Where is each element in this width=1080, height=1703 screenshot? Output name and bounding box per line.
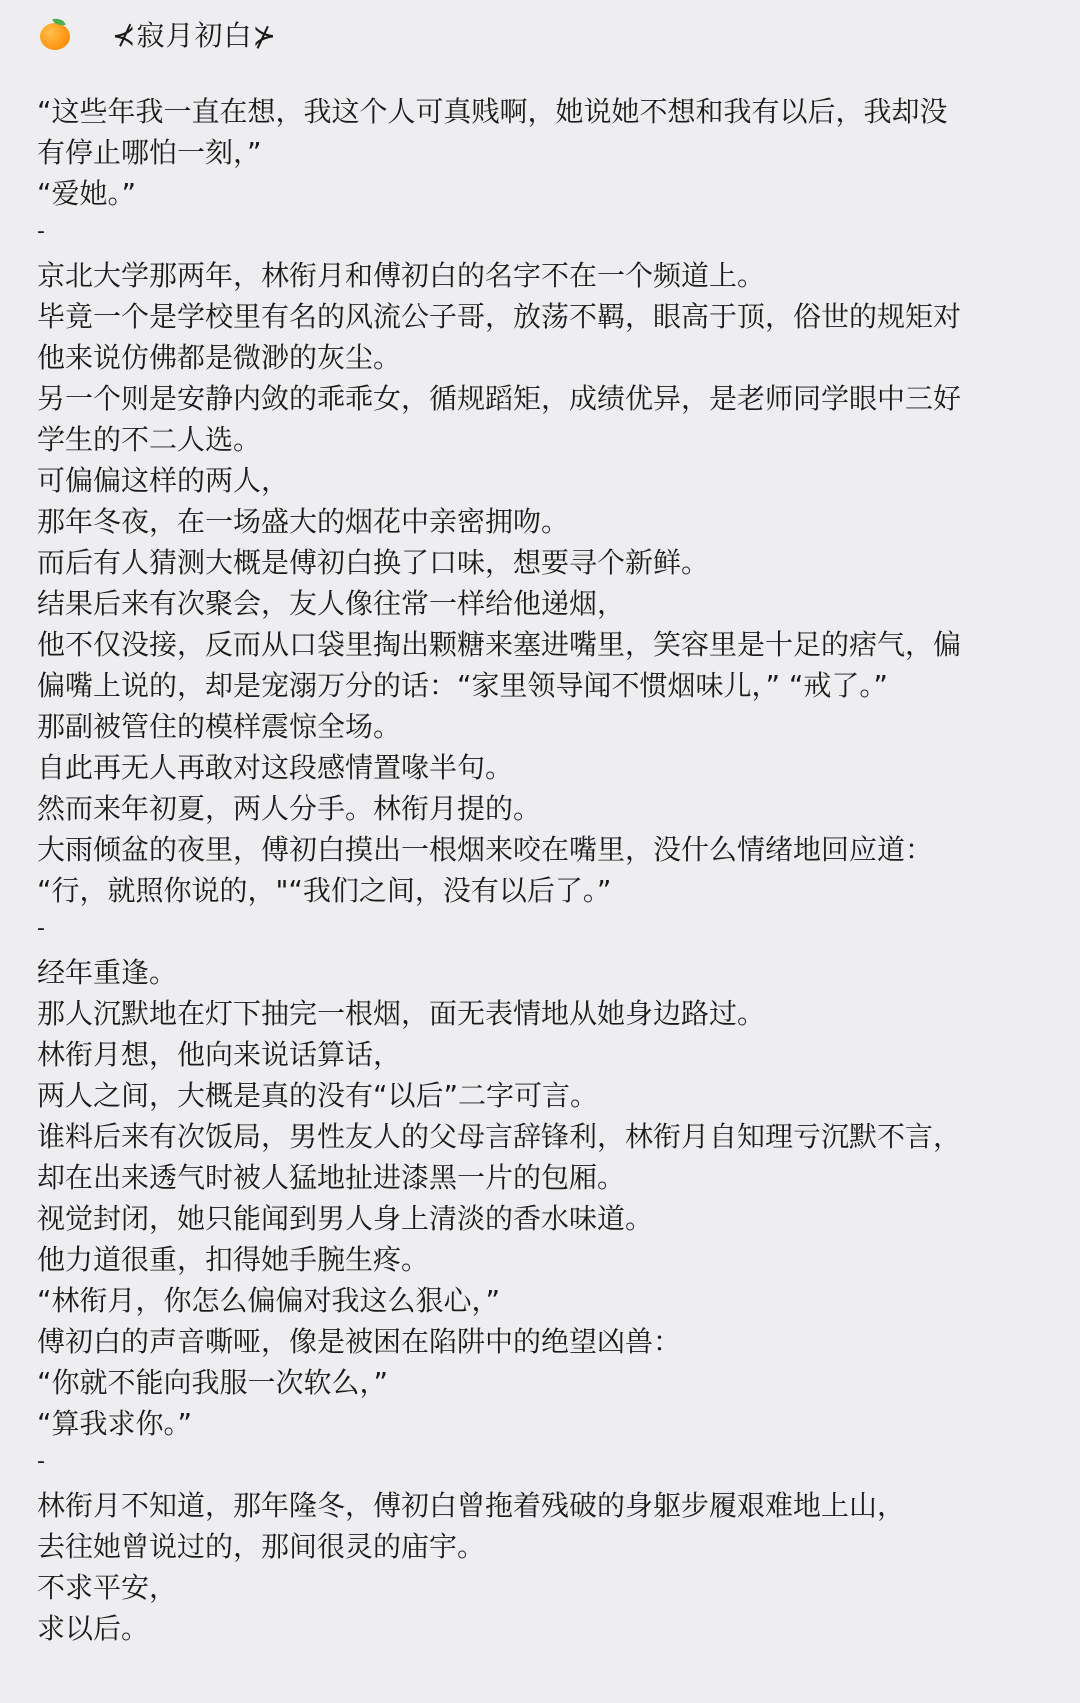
text-line: 那年冬夜，在一场盛大的烟花中亲密拥吻。	[37, 505, 570, 538]
post-title: ⊀寂月初白⊁	[112, 19, 277, 52]
text-line: “爱她。”	[37, 177, 137, 210]
text-line: 学生的不二人选。	[37, 423, 262, 456]
text-line: 去往她曾说过的，那间很灵的庙宇。	[37, 1530, 486, 1563]
post-header	[38, 12, 277, 56]
text-line: “算我求你。”	[37, 1407, 193, 1440]
text-line: 那副被管住的模样震惊全场。	[37, 710, 402, 743]
text-line: 大雨倾盆的夜里，傅初白摸出一根烟来咬在嘴里，没什么情绪地回应道：	[37, 833, 934, 866]
text-line: 他不仅没接，反而从口袋里掏出颗糖来塞进嘴里，笑容里是十足的痞气，偏	[37, 628, 962, 661]
text-line: 傅初白的声音嘶哑，像是被困在陷阱中的绝望凶兽：	[37, 1325, 682, 1358]
text-line: 结果后来有次聚会，友人像往常一样给他递烟，	[37, 587, 626, 620]
section-divider: -	[37, 916, 45, 941]
text-line: 求以后。	[37, 1612, 150, 1645]
text-line: 他来说仿佛都是微渺的灰尘。	[37, 341, 402, 374]
text-line: 林衔月想，他向来说话算话，	[37, 1038, 402, 1071]
text-line: “行，就照你说的，"“我们之间，没有以后了。”	[37, 874, 612, 907]
text-line: 却在出来透气时被人猛地扯进漆黑一片的包厢。	[37, 1161, 626, 1194]
text-line: 另一个则是安静内敛的乖乖女，循规蹈矩，成绩优异，是老师同学眼中三好	[37, 382, 962, 415]
text-line: 毕竟一个是学校里有名的风流公子哥，放荡不羁，眼高于顶，俗世的规矩对	[37, 300, 962, 333]
text-line: 偏嘴上说的，却是宠溺万分的话：“家里领导闻不惯烟味儿，” “戒了。”	[37, 669, 888, 702]
text-line: 谁料后来有次饭局，男性友人的父母言辞锋利，林衔月自知理亏沉默不言，	[37, 1120, 962, 1153]
text-line: 自此再无人再敢对这段感情置喙半句。	[37, 751, 514, 784]
post-body	[37, 91, 1047, 1649]
text-line: 那人沉默地在灯下抽完一根烟，面无表情地从她身边路过。	[37, 997, 766, 1030]
text-line: 而后有人猜测大概是傅初白换了口味，想要寻个新鲜。	[37, 546, 710, 579]
text-line: 他力道很重，扣得她手腕生疼。	[37, 1243, 430, 1276]
text-line: 可偏偏这样的两人，	[37, 464, 290, 497]
text-line: 两人之间，大概是真的没有“以后”二字可言。	[37, 1079, 599, 1112]
section-divider: -	[37, 219, 45, 244]
section-divider: -	[37, 1449, 45, 1474]
text-line: 然而来年初夏，两人分手。林衔月提的。	[37, 792, 542, 825]
text-line: “你就不能向我服一次软么，”	[37, 1366, 389, 1399]
text-line: 有停止哪怕一刻，”	[37, 136, 262, 169]
text-line: 不求平安，	[37, 1571, 178, 1604]
text-line: 视觉封闭，她只能闻到男人身上清淡的香水味道。	[37, 1202, 654, 1235]
text-line: 京北大学那两年，林衔月和傅初白的名字不在一个频道上。	[37, 259, 766, 292]
tangerine-icon	[38, 17, 72, 51]
text-line: 林衔月不知道，那年隆冬，傅初白曾拖着残破的身躯步履艰难地上山，	[37, 1489, 906, 1522]
text-line: 经年重逢。	[37, 956, 178, 989]
text-line: “这些年我一直在想，我这个人可真贱啊，她说她不想和我有以后，我却没	[37, 95, 948, 128]
text-line: “林衔月，你怎么偏偏对我这么狠心，”	[37, 1284, 501, 1317]
